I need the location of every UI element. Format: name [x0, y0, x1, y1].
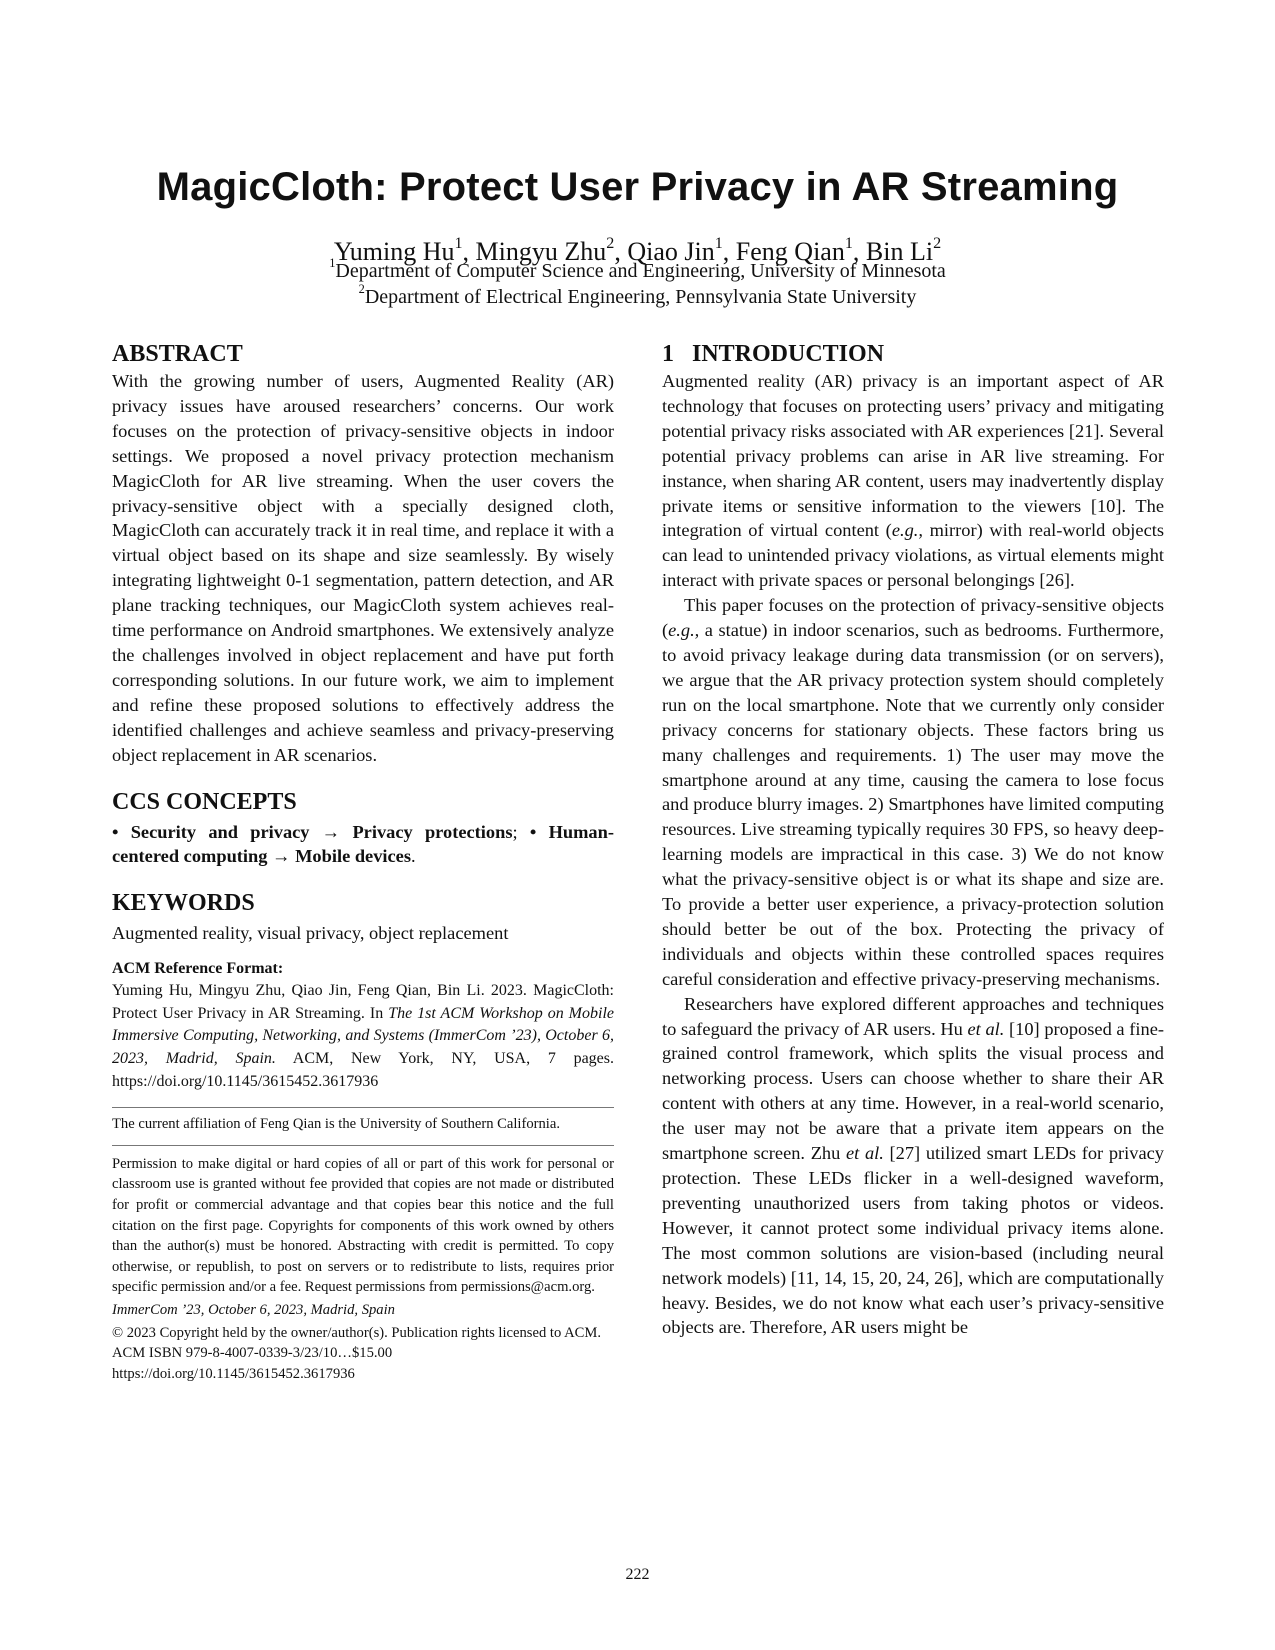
right-column	[662, 339, 1164, 1340]
acm-reference-text: Yuming Hu, Mingyu Zhu, Qiao Jin, Feng Qian, Bin Li. 2023. MagicCloth: Protect User Privacy in AR Streaming. In The 1st ACM Workshop on Mobile Immersive Computing, Networking, and Systems (ImmerCom ’23), October 6, 2023, Madrid, Spain. ACM, New York, NY, USA, 7 pages. https://doi.org/10.1145/3615452.3617936	[112, 982, 615, 1090]
author-name: Qiao Jin	[627, 237, 715, 266]
author-separator: ,	[614, 237, 628, 266]
ccs-heading: CCS CONCEPTS	[112, 788, 297, 815]
affiliation-1: $^1$Department of Computer Science and Engineering, University of Minnesota	[329, 256, 946, 282]
keywords-text: Augmented reality, visual privacy, object replacement	[112, 923, 509, 944]
keywords-heading: KEYWORDS	[112, 890, 255, 917]
ccs-concepts: • Security and privacy → Privacy protections; • Human-centered computing → Mobile devices.	[112, 821, 614, 867]
abstract-heading: ABSTRACT	[112, 341, 243, 367]
intro-paragraph-3: Researchers have explored different approaches and techniques to safeguard the privacy of AR users. Hu et al. [10] proposed a fine-grained control framework, which splits the visual process and networking process. Users can choose whether to share their AR content with others at any time. However, in a real-world scenario, the user may not be aware that a private item appears on the smartphone screen. Zhu et al. [27] utilized smart LEDs for privacy protection. These LEDs flicker in a well-designed waveform, preventing unauthorized users from taking photos or videos. However, it cannot protect some individual privacy items alone. The most common solutions are vision-based (including neural network models) [11, 14, 15, 20, 24, 26], which are computationally heavy. Besides, we do not know what each user’s privacy-sensitive objects are. Therefore, AR users might be	[662, 993, 1164, 1338]
intro-paragraph-1: Augmented reality (AR) privacy is an important aspect of AR technology that focuses on protecting users’ privacy and mitigating potential privacy risks associated with AR experiences [21]. Several potential privacy problems can arise in AR live streaming. For instance, when sharing AR content, users may inadvertently display private items or sensitive information to the viewers [10]. The integration of virtual content (e.g., mirror) with real-world objects can lead to unintended privacy violations, as virtual elements might interact with private spaces or personal belongings [26].	[662, 371, 1165, 591]
author-affiliation-mark: 2	[606, 234, 615, 252]
author-affiliation-mark: 1	[454, 234, 463, 252]
author-separator: ,	[722, 237, 736, 266]
acm-reference-heading: ACM Reference Format:	[112, 960, 284, 978]
page-number: 222	[625, 1566, 650, 1583]
author-affiliation-mark: 1	[844, 234, 853, 252]
author-affiliation-mark: 1	[714, 234, 723, 252]
author-name: Mingyu Zhu	[475, 237, 607, 266]
intro-paragraph-2: This paper focuses on the protection of privacy-sensitive objects (e.g., a statue) in indoor scenarios, such as bedrooms. Furthermore, to avoid privacy leakage during data transmission (or on servers), we argue that the AR privacy protection system should completely run on the local smartphone. Note that we currently only consider privacy concerns for stationary objects. These factors bring us many challenges and requirements. 1) The user may move the smartphone around at any time, causing the camera to lose focus and produce blurry images. 2) Smartphones have limited computing resources. Live streaming typically requires 30 FPS, so heavy deep-learning models are impractical in this case. 3) We do not know what the privacy-sensitive object is or what its shape and size are. To provide a better user experience, a privacy-protection solution should better be out of the box. Protecting the privacy of individuals and objects within these controlled spaces requires careful consideration and effective privacy-preserving mechanisms.	[662, 595, 1164, 989]
paper-title: MagicCloth: Protect User Privacy in AR Streaming	[156, 165, 1119, 209]
affiliation-2: $^2$Department of Electrical Engineering, Pennsylvania State University	[358, 282, 917, 308]
affiliation-footnote: The current affiliation of Feng Qian is the University of Southern California.	[112, 1116, 560, 1133]
conference-info: ImmerCom ’23, October 6, 2023, Madrid, Spain	[112, 1301, 395, 1318]
author-separator: ,	[852, 237, 866, 266]
author-affiliation-mark: 2	[933, 234, 942, 252]
copyright-notice: © 2023 Copyright held by the owner/author(s). Publication rights licensed to ACM.	[112, 1324, 601, 1341]
author-name: Bin Li	[865, 237, 934, 266]
introduction-heading: 1 INTRODUCTION	[662, 341, 885, 367]
left-column	[112, 339, 614, 1384]
footnote-divider	[112, 1107, 614, 1108]
isbn: ACM ISBN 979-8-4007-0339-3/23/10…$15.00	[112, 1345, 393, 1362]
permission-notice: Permission to make digital or hard copies of all or part of this work for personal or classroom use is granted without fee provided that copies are not made or distributed for profit or commercial advantage and that copies bear this notice and the full citation on the first page. Copyrights for components of this work owned by others than the author(s) must be honored. Abstracting with credit is permitted. To copy otherwise, or republish, to post on servers or to redistribute to lists, requires prior specific permission and/or a fee. Request permissions from permissions@acm.org.	[112, 1155, 614, 1296]
abstract-text: With the growing number of users, Augmented Reality (AR) privacy issues have aroused researchers’ concerns. Our work focuses on the protection of privacy-sensitive objects in indoor settings. We proposed a novel privacy protection mechanism MagicCloth for AR live streaming. When the user covers the privacy-sensitive object with a specially designed cloth, MagicCloth can accurately track it in real time, and replace it with a virtual object based on its shape and size seamlessly. By wisely integrating lightweight 0-1 segmentation, pattern detection, and AR plane tracking techniques, our MagicCloth system achieves real-time performance on Android smartphones. We extensively analyze the challenges involved in object replacement and have put forth corresponding solutions. In our future work, we aim to implement and refine these proposed solutions to effectively address the identified challenges and achieve seamless and privacy-preserving object replacement in AR scenarios.	[112, 371, 614, 765]
author-name: Yuming Hu	[333, 237, 455, 266]
doi-link[interactable]: https://doi.org/10.1145/3615452.3617936	[112, 1365, 355, 1382]
permission-divider	[112, 1145, 614, 1146]
author-separator: ,	[462, 237, 476, 266]
author-name: Feng Qian	[735, 237, 845, 266]
